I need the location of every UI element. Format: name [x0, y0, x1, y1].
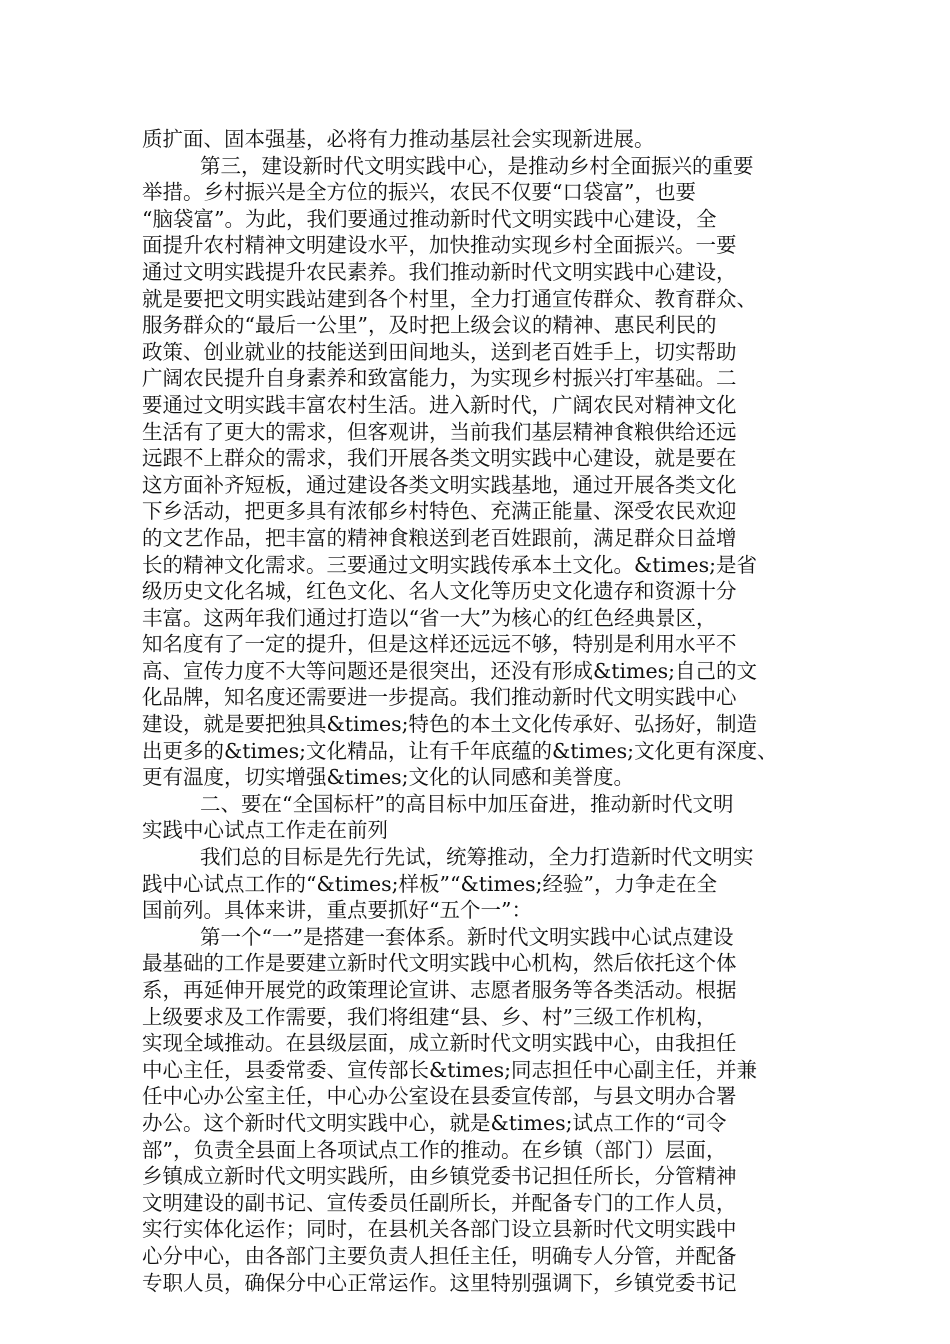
text-line: 建设，就是要把独具&times;特色的本土文化传承好、弘扬好，制造: [142, 712, 758, 737]
text-line: 远跟不上群众的需求，我们开展各类文明实践中心建设，就是要在: [142, 446, 737, 471]
text-line: 最基础的工作是要建立新时代文明实践中心机构，然后依托这个体: [142, 951, 737, 976]
document-body: [142, 126, 822, 1296]
text-line: 级历史文化名城，红色文化、名人文化等历史文化遗存和资源十分: [142, 579, 737, 604]
text-line: 通过文明实践提升农民素养。我们推动新时代文明实践中心建设，: [142, 259, 737, 284]
text-line: 二、要在“全国标杆”的高目标中加压奋进，推动新时代文明: [200, 791, 734, 816]
text-line: 出更多的&times;文化精品，让有千年底蕴的&times;文化更有深度、: [142, 738, 778, 763]
text-line: 中心主任，县委常委、宣传部长&times;同志担任中心副主任，并兼: [142, 1057, 758, 1082]
text-line: 部”，负责全县面上各项试点工作的推动。在乡镇（部门）层面，: [142, 1137, 727, 1162]
text-line: 化品牌，知名度还需要进一步提高。我们推动新时代文明实践中心: [142, 685, 737, 710]
text-line: 知名度有了一定的提升，但是这样还远远不够，特别是利用水平不: [142, 632, 737, 657]
text-line: 文明建设的副书记、宣传委员任副所长，并配备专门的工作人员，: [142, 1190, 737, 1215]
text-line: 任中心办公室主任，中心办公室设在县委宣传部，与县文明办合署: [142, 1084, 737, 1109]
text-line: 高、宣传力度不大等问题还是很突出，还没有形成&times;自己的文: [142, 658, 758, 683]
text-line: 服务群众的“最后一公里”，及时把上级会议的精神、惠民利民的: [142, 313, 717, 338]
text-line: 心分中心，由各部门主要负责人担任主任，明确专人分管，并配备: [142, 1243, 737, 1268]
text-line: 举措。乡村振兴是全方位的振兴，农民不仅要“口袋富”，也要: [142, 180, 696, 205]
text-line: 第一个“一”是搭建一套体系。新时代文明实践中心试点建设: [200, 924, 734, 949]
text-line: 我们总的目标是先行先试，统筹推动，全力打造新时代文明实: [200, 845, 754, 870]
text-line: 要通过文明实践丰富农村生活。进入新时代，广阔农民对精神文化: [142, 392, 737, 417]
text-line: 上级要求及工作需要，我们将组建“县、乡、村”三级工作机构，: [142, 1004, 717, 1029]
text-line: 办公。这个新时代文明实践中心，就是&times;试点工作的“司令: [142, 1110, 727, 1135]
text-line: 广阔农民提升自身素养和致富能力，为实现乡村振兴打牢基础。二: [142, 366, 737, 391]
text-line: 国前列。具体来讲，重点要抓好“五个一”：: [142, 898, 532, 923]
text-line: 生活有了更大的需求，但客观讲，当前我们基层精神食粮供给还远: [142, 419, 737, 444]
text-line: 第三，建设新时代文明实践中心，是推动乡村全面振兴的重要: [200, 153, 754, 178]
text-line: 这方面补齐短板，通过建设各类文明实践基地，通过开展各类文化: [142, 472, 737, 497]
text-line: 面提升农村精神文明建设水平，加快推动实现乡村全面振兴。一要: [142, 233, 737, 258]
text-line: “脑袋富”。为此，我们要通过推动新时代文明实践中心建设，全: [142, 206, 717, 231]
text-line: 长的精神文化需求。三要通过文明实践传承本土文化。&times;是省: [142, 552, 758, 577]
text-line: 政策、创业就业的技能送到田间地头，送到老百姓手上，切实帮助: [142, 339, 737, 364]
text-line: 实现全域推动。在县级层面，成立新时代文明实践中心，由我担任: [142, 1031, 737, 1056]
text-line: 更有温度，切实增强&times;文化的认同感和美誉度。: [142, 765, 635, 790]
text-line: 质扩面、固本强基，必将有力推动基层社会实现新进展。: [142, 127, 655, 151]
text-line: 实践中心试点工作走在前列: [142, 818, 388, 843]
text-line: 乡镇成立新时代文明实践所，由乡镇党委书记担任所长，分管精神: [142, 1164, 737, 1189]
text-line: 下乡活动，把更多具有浓郁乡村特色、充满正能量、深受农民欢迎: [142, 499, 737, 524]
text-line: 就是要把文明实践站建到各个村里，全力打通宣传群众、教育群众、: [142, 286, 757, 311]
text-line: 实行实体化运作；同时，在县机关各部门设立县新时代文明实践中: [142, 1217, 737, 1242]
text-line: 践中心试点工作的“&times;样板”“&times;经验”，力争走在全: [142, 871, 717, 896]
text-line: 丰富。这两年我们通过打造以“省一大”为核心的红色经典景区，: [142, 605, 717, 630]
text-line: 的文艺作品，把丰富的精神食粮送到老百姓跟前，满足群众日益增: [142, 525, 737, 550]
text-line: 专职人员，确保分中心正常运作。这里特别强调下，乡镇党委书记: [142, 1270, 737, 1295]
text-line: 系，再延伸开展党的政策理论宣讲、志愿者服务等各类活动。根据: [142, 978, 737, 1002]
